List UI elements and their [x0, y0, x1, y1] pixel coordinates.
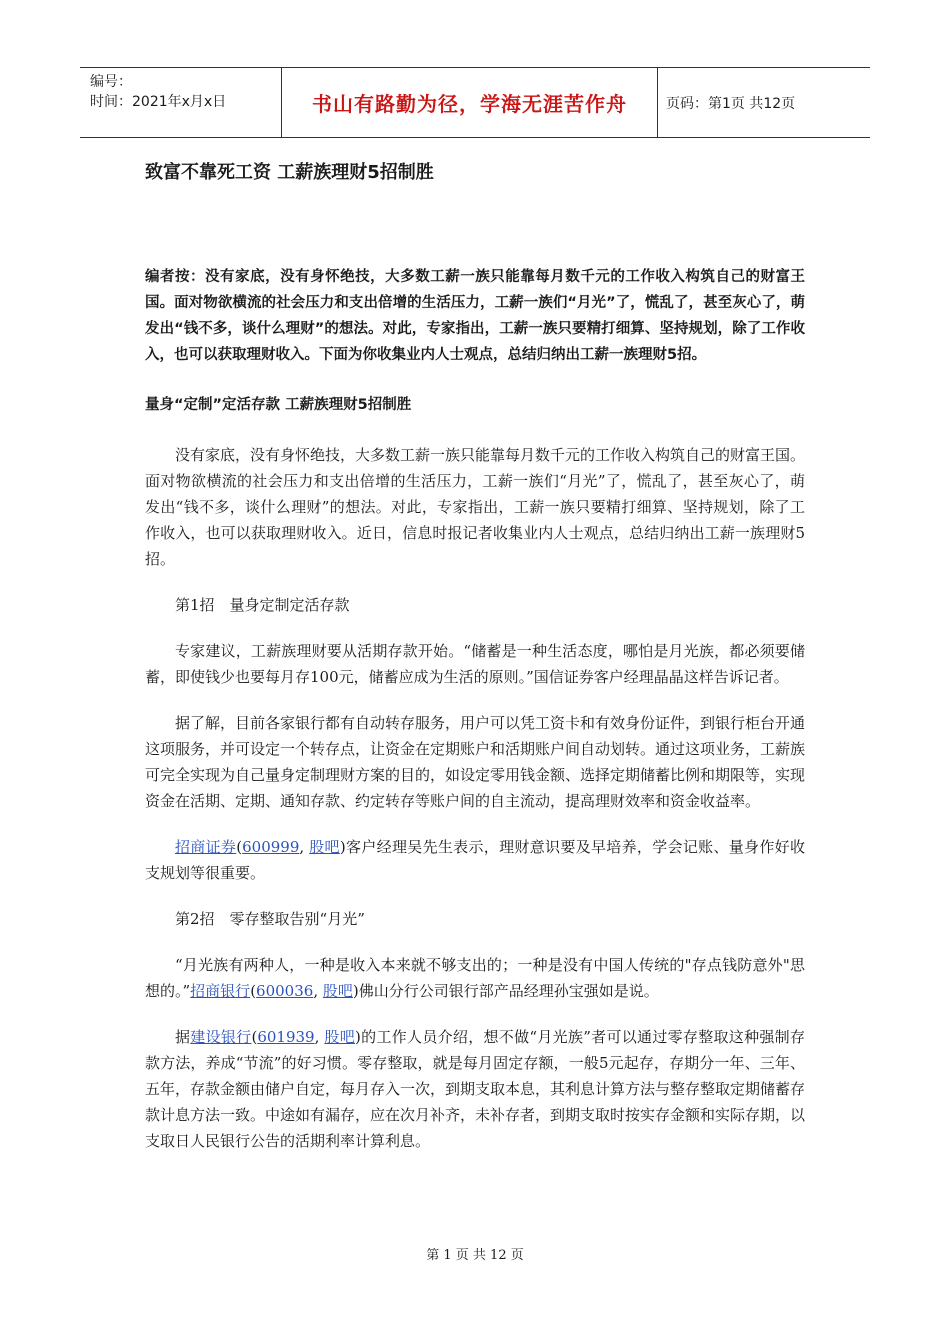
page-footer: 第 1 页 共 12 页: [426, 1248, 524, 1263]
paragraph-expert-advice: 专家建议，工薪族理财要从活期存款开始。“储蓄是一种生活态度，哪怕是月光族，都必须要储蓄，即使钱少也要每月存100元，储蓄应成为生活的原则。”国信证券客户经理晶晶这样告诉记者。: [145, 642, 805, 686]
text-fragment: 据: [175, 1028, 191, 1046]
text-fragment: “月光族有两种人，一种是收入本来就不够支出的；一种是没有中国人传统的"存点钱防意外"思想的。”: [145, 956, 805, 1000]
number-label: 编号：: [90, 74, 132, 90]
paragraph-auto-transfer: 据了解，目前各家银行都有自动转存服务，用户可以凭工资卡和有效身份证件，到银行柜台开通这项服务，并可设定一个转存点，让资金在定期账户和活期账户间自动划转。通过这项业务，工薪族可完全实现为自己量身定制理财方案的目的，如设定零用钱金额、选择定期储蓄比例和期限等，实现资金在活期、定期、通知存款、约定转存等账户间的自主流动，提高理财效率和资金收益率。: [145, 714, 806, 810]
article-body: [145, 150, 805, 1154]
text-fragment: ,: [313, 982, 323, 1000]
link-stock-code-601939[interactable]: 601939: [257, 1028, 315, 1046]
link-cmb[interactable]: 招商银行: [190, 982, 251, 1000]
paragraph-intro: 没有家底，没有身怀绝技，大多数工薪一族只能靠每月数千元的工作收入构筑自己的财富王国。面对物欲横流的社会压力和支出倍增的生活压力，工薪一族们“月光”了，慌乱了，甚至灰心了，萌发出“钱不多，谈什么理财”的想法。对此，专家指出，工薪一族只要精打细算、坚持规划，除了工作收入，也可以获取理财收入。近日，信息时报记者收集业内人士观点，总结归纳出工薪一族理财5招。: [145, 446, 806, 568]
motto-text: 书山有路勤为径，学海无涯苦作舟: [312, 92, 627, 116]
header-meta-cell: [80, 68, 282, 137]
text-fragment: (: [236, 838, 243, 856]
link-guba-2[interactable]: 股吧: [322, 982, 353, 1000]
document-header: [80, 67, 870, 138]
link-guba-3[interactable]: 股吧: [324, 1028, 356, 1046]
text-fragment: )佛山分行公司银行部产品经理孙宝强如是说。: [352, 982, 659, 1000]
text-fragment: ,: [299, 838, 310, 856]
paragraph-moonlight-clan: [145, 952, 805, 1004]
link-stock-code-600036[interactable]: 600036: [256, 982, 314, 1000]
article-title: 致富不靠死工资 工薪族理财5招制胜: [145, 162, 434, 183]
text-fragment: )客户经理吴先生表示，理财意识要及早培养，学会记账、量身作好收支规划等很重要。: [145, 838, 805, 882]
link-stock-code-600999[interactable]: 600999: [242, 838, 300, 856]
editor-note: 编者按：没有家底，没有身怀绝技，大多数工薪一族只能靠每月数千元的工作收入构筑自己的财富王国。面对物欲横流的社会压力和支出倍增的生活压力，工薪一族们“月光”了，慌乱了，甚至灰心了，萌发出“钱不多，谈什么理财”的想法。对此，专家指出，工薪一族只要精打细算、坚持规划，除了工作收入，也可以获取理财收入。下面为你收集业内人士观点，总结归纳出工薪一族理财5招。: [145, 269, 805, 363]
link-ccb[interactable]: 建设银行: [190, 1028, 252, 1046]
page-info: 页码：第1页 共12页: [666, 95, 796, 112]
tip-1-heading: 第1招 量身定制定活存款: [175, 596, 350, 614]
text-fragment: )的工作人员介绍，想不做“月光族”者可以通过零存整取这种强制存款方法，养成“节流”的好习惯。零存整取，就是每月固定存额，一般5元起存，存期分一年、三年、五年，存款金额由储户自定，每月存入一次，到期支取本息，其利息计算方法与整存整取定期储蓄存款计息方法一致。中途如有漏存，应在次月补齐，未补存者，到期支取时按实存金额和实际存期，以支取日人民银行公告的活期利率计算利息。: [145, 1028, 806, 1150]
text-fragment: (: [250, 982, 257, 1000]
text-fragment: (: [251, 1028, 258, 1046]
link-cms-securities[interactable]: 招商证券: [175, 838, 237, 856]
subheading: 量身“定制”定活存款 工薪族理财5招制胜: [145, 397, 412, 413]
header-motto-cell: [282, 68, 658, 137]
link-guba-1[interactable]: 股吧: [309, 838, 340, 856]
time-label: 时间：2021年x月x日: [90, 94, 227, 110]
text-fragment: ,: [314, 1028, 325, 1046]
header-page-cell: [658, 68, 870, 137]
paragraph-cms-securities: [145, 834, 805, 886]
tip-2-heading: 第2招 零存整取告别“月光”: [175, 910, 365, 928]
paragraph-ccb: [145, 1024, 805, 1154]
